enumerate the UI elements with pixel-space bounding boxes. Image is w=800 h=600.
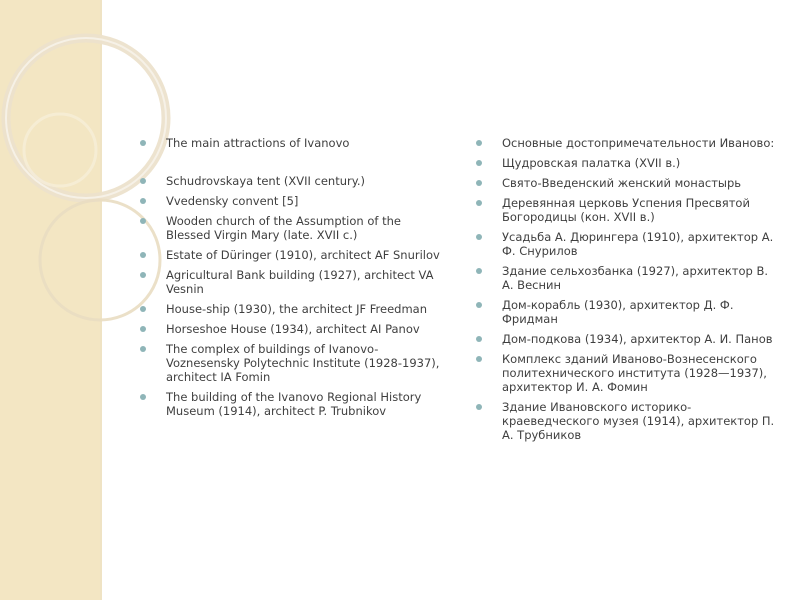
list-item: Дом-подкова (1934), архитектор А. И. Панов (475, 332, 775, 346)
list-item: Щудровская палатка (XVII в.) (475, 156, 775, 170)
list-item: Дом-корабль (1930), архитектор Д. Ф. Фридман (475, 298, 775, 326)
bullet-icon (476, 234, 482, 240)
bullet-icon (140, 140, 146, 146)
list-item: Vvedensky convent [5] (139, 194, 444, 208)
bullet-icon (476, 140, 482, 146)
bullet-icon (140, 306, 146, 312)
list-item: Деревянная церковь Успения Пресвятой Богородицы (кон. XVII в.) (475, 196, 775, 224)
list-item: Комплекс зданий Иваново-Вознесенского политехнического института (1928—1937), архитектор И. А. Фомин (475, 352, 775, 394)
bullet-icon (476, 336, 482, 342)
list-item: Усадьба А. Дюрингера (1910), архитектор А. Ф. Снурилов (475, 230, 775, 258)
bullet-icon (140, 346, 146, 352)
bullet-icon (476, 268, 482, 274)
bullet-icon (476, 200, 482, 206)
list-item: Wooden church of the Assumption of the Blessed Virgin Mary (late. XVII c.) (139, 214, 444, 242)
right-column-russian (475, 136, 775, 448)
bullet-icon (476, 180, 482, 186)
list-item: Свято-Введенский женский монастырь (475, 176, 775, 190)
list-item: House-ship (1930), the architect JF Freedman (139, 302, 444, 316)
russian-attractions-list (475, 136, 775, 442)
bullet-icon (140, 178, 146, 184)
bullet-icon (140, 198, 146, 204)
list-item: Agricultural Bank building (1927), architect VA Vesnin (139, 268, 444, 296)
bullet-icon (140, 218, 146, 224)
english-attractions-list (139, 136, 444, 418)
bullet-icon (476, 356, 482, 362)
bullet-icon (476, 302, 482, 308)
bullet-icon (476, 160, 482, 166)
list-item: Здание Ивановского историко-краеведческого музея (1914), архитектор П. А. Трубников (475, 400, 775, 442)
left-column-english (139, 136, 444, 424)
bullet-icon (140, 252, 146, 258)
list-item: Schudrovskaya tent (XVII century.) (139, 174, 444, 188)
bullet-icon (140, 394, 146, 400)
list-item: The main attractions of Ivanovo (139, 136, 444, 150)
list-item: The complex of buildings of Ivanovo-Voznesensky Polytechnic Institute (1928-1937), architect IA Fomin (139, 342, 444, 384)
list-item: The building of the Ivanovo Regional History Museum (1914), architect P. Trubnikov (139, 390, 444, 418)
bullet-icon (140, 272, 146, 278)
list-item: Horseshoe House (1934), architect AI Panov (139, 322, 444, 336)
bullet-icon (476, 404, 482, 410)
list-item: Estate of Düringer (1910), architect AF Snurilov (139, 248, 444, 262)
list-item: Основные достопримечательности Иваново: (475, 136, 775, 150)
list-item: Здание сельхозбанка (1927), архитектор В. А. Веснин (475, 264, 775, 292)
bullet-icon (140, 326, 146, 332)
